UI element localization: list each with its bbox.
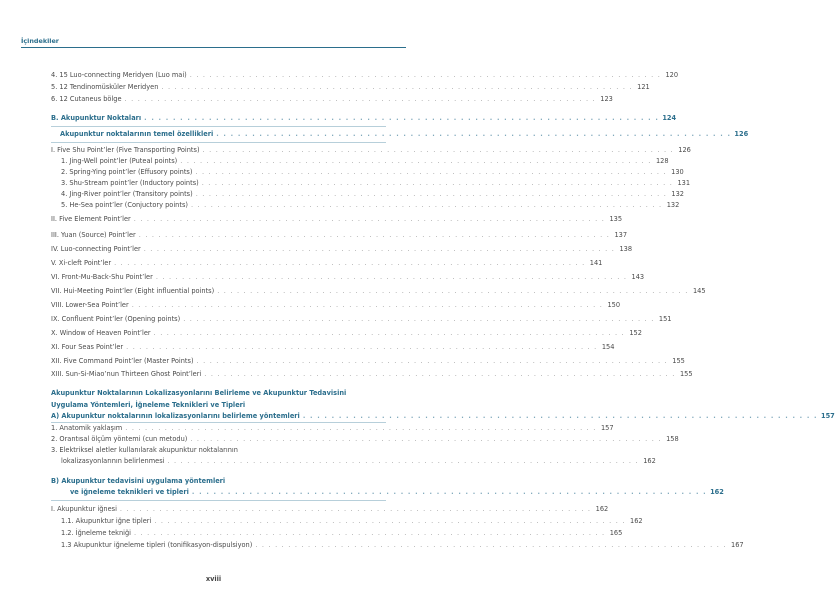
dot-leader: . . . . . . . . . . . . . . . . . . . . . . . . . . . . . . . . . . . . . . . . . . . . . . . . . . . . . . . . . . . . . . . . . . . . . . . . (204, 370, 676, 378)
toc-entry-text: 1.2. İğneleme tekniği (61, 529, 131, 537)
toc-entry-page: 130 (671, 168, 684, 176)
toc-entry[interactable] (51, 328, 642, 339)
toc-entry-text: V. Xi-cleft Point’ler (51, 259, 112, 267)
toc-entry-text: III. Yuan (Source) Point’ler (51, 231, 136, 239)
toc-entry[interactable] (51, 314, 672, 325)
toc-entry-page: 128 (655, 157, 669, 165)
toc-entry[interactable] (51, 434, 679, 445)
toc-entry-page: 162 (643, 457, 656, 465)
toc-entry-text: Uygulama Yöntemleri, İğneleme Teknikleri ve Tipleri (51, 401, 246, 409)
toc-entry-page: 123 (600, 95, 613, 103)
dot-leader: . . . . . . . . . . . . . . . . . . . . . . . . . . . . . . . . . . . . . . . . . . . . . . . . . . . . . . . . . . . . . . . . . . . . . . . . (217, 287, 689, 295)
dot-leader: . . . . . . . . . . . . . . . . . . . . . . . . . . . . . . . . . . . . . . . . . . . . . . . . . . . . . . . . . . . . . . . . . . . . . . . . (191, 488, 707, 496)
toc-entry[interactable] (51, 504, 609, 515)
toc-entry-text: 6. 12 Cutaneus bölge (51, 95, 122, 103)
section-divider (51, 126, 386, 127)
toc-entry-page: 131 (677, 179, 691, 187)
toc-entry[interactable] (51, 342, 615, 353)
toc-entry-text: 1.3 Akupunktur iğneleme tipleri (tonifikasyon-dispulsiyon) (61, 541, 253, 549)
toc-entry[interactable] (61, 528, 623, 539)
toc-entry[interactable] (51, 286, 706, 297)
toc-entry-text: lokalizasyonlarının belirlenmesi (61, 457, 165, 465)
dot-leader: . . . . . . . . . . . . . . . . . . . . . . . . . . . . . . . . . . . . . . . . . . . . . . . . . . . . . . . . . . . . . . . . . . . . . . . . (154, 517, 626, 525)
toc-section-heading[interactable] (51, 476, 386, 487)
dot-leader: . . . . . . . . . . . . . . . . . . . . . . . . . . . . . . . . . . . . . . . . . . . . . . . . . . . . . . . . . . . . . . . . . . . . . . . . (216, 130, 732, 138)
toc-entry-text: II. Five Element Point’ler (51, 215, 131, 223)
toc-entry-text: XII. Five Command Point’ler (Master Points) (51, 357, 194, 365)
toc-entry[interactable] (51, 445, 386, 456)
toc-entry-text: Akupunktur Noktalarının Lokalizasyonlarını Belirleme ve Akupunktur Tedavisini (51, 389, 347, 397)
toc-entry-page: 157 (600, 424, 614, 432)
toc-entry-text: Akupunktur noktalarının temel özellikleri (60, 130, 214, 138)
toc-entry-text: 3. Elektriksel aletler kullanılarak akupunktur noktalarının (51, 446, 238, 454)
toc-entry[interactable] (51, 145, 691, 156)
dot-leader: . . . . . . . . . . . . . . . . . . . . . . . . . . . . . . . . . . . . . . . . . . . . . . . . . . . . . . . . . . . . . . . . . . . . . . . . (195, 168, 667, 176)
toc-entry-text: I. Akupunktur iğnesi (51, 505, 117, 513)
dot-leader: . . . . . . . . . . . . . . . . . . . . . . . . . . . . . . . . . . . . . . . . . . . . . . . . . . . . . . . . . . . . . . . . . . . . . . . . (131, 301, 604, 309)
toc-entry-text: ve iğneleme teknikleri ve tipleri (70, 488, 189, 496)
toc-entry-text: A) Akupunktur noktalarının lokalizasyonlarını belirleme yöntemleri (51, 412, 300, 420)
toc-entry-text: B) Akupunktur tedavisini uygulama yöntemleri (51, 477, 226, 485)
dot-leader: . . . . . . . . . . . . . . . . . . . . . . . . . . . . . . . . . . . . . . . . . . . . . . . . . . . . . . . . . . . . . . . . . . . . . . . . (144, 114, 660, 122)
toc-entry-page: 124 (662, 114, 677, 122)
toc-entry[interactable] (51, 82, 650, 93)
toc-entry[interactable] (61, 178, 691, 189)
dot-leader: . . . . . . . . . . . . . . . . . . . . . . . . . . . . . . . . . . . . . . . . . . . . . . . . . . . . . . . . . . . . . . . . . . . . . . . . (161, 83, 633, 91)
toc-entry-text: 1. Anatomik yaklaşım (51, 424, 123, 432)
toc-entry-page: 158 (666, 435, 679, 443)
header-title: İçindekiler (21, 37, 59, 45)
toc-entry-page: 155 (679, 370, 693, 378)
dot-leader: . . . . . . . . . . . . . . . . . . . . . . . . . . . . . . . . . . . . . . . . . . . . . . . . . . . . . . . . . . . . . . . . . . . . . . . . (302, 412, 818, 420)
toc-entry-page: 152 (629, 329, 642, 337)
toc-entry-page: 121 (637, 83, 650, 91)
toc-entry[interactable] (51, 356, 685, 367)
dot-leader: . . . . . . . . . . . . . . . . . . . . . . . . . . . . . . . . . . . . . . . . . . . . . . . . . . . . . . . . . . . . . . . . . . . . . . . . (190, 201, 663, 209)
toc-entry[interactable] (61, 456, 656, 467)
toc-entry-page: 145 (692, 287, 706, 295)
section-divider (51, 500, 386, 501)
toc-entry-page: 154 (601, 343, 615, 351)
toc-entry-text: 2. Orantısal ölçüm yöntemi (cun metodu) (51, 435, 188, 443)
toc-entry-text: X. Window of Heaven Point’ler (51, 329, 151, 337)
toc-entry-text: I. Five Shu Point’ler (Five Transporting Points) (51, 146, 200, 154)
toc-entry-page: 165 (609, 529, 623, 537)
toc-entry-text: VII. Hui-Meeting Point’ler (Eight influential points) (51, 287, 215, 295)
toc-entry-page: 138 (619, 245, 633, 253)
toc-entry-page: 141 (589, 259, 603, 267)
toc-entry-page: 151 (658, 315, 672, 323)
page-number: xviii (205, 575, 222, 583)
dot-leader: . . . . . . . . . . . . . . . . . . . . . . . . . . . . . . . . . . . . . . . . . . . . . . . . . . . . . . . . . . . . . . . . . . . . . . . . (189, 71, 662, 79)
toc-entry-text: 1. Jing-Well point’ler (Puteal points) (61, 157, 178, 165)
dot-leader: . . . . . . . . . . . . . . . . . . . . . . . . . . . . . . . . . . . . . . . . . . . . . . . . . . . . . . . . . . . . . . . . . . . . . . . . (125, 424, 597, 432)
toc-chapter-heading[interactable] (51, 388, 386, 399)
toc-section-heading[interactable] (60, 129, 749, 140)
toc-entry-text: 1.1. Akupunktur iğne tipleri (61, 517, 152, 525)
toc-entry-text: 2. Spring-Ying point’ler (Effusory points) (61, 168, 193, 176)
toc-section-heading[interactable] (51, 411, 835, 422)
dot-leader: . . . . . . . . . . . . . . . . . . . . . . . . . . . . . . . . . . . . . . . . . . . . . . . . . . . . . . . . . . . . . . . . . . . . . . . . (255, 541, 727, 549)
toc-entry-page: 126 (678, 146, 691, 154)
toc-entry-page: 162 (595, 505, 609, 513)
dot-leader: . . . . . . . . . . . . . . . . . . . . . . . . . . . . . . . . . . . . . . . . . . . . . . . . . . . . . . . . . . . . . . . . . . . . . . . . (180, 157, 652, 165)
dot-leader: . . . . . . . . . . . . . . . . . . . . . . . . . . . . . . . . . . . . . . . . . . . . . . . . . . . . . . . . . . . . . . . . . . . . . . . . (195, 190, 668, 198)
dot-leader: . . . . . . . . . . . . . . . . . . . . . . . . . . . . . . . . . . . . . . . . . . . . . . . . . . . . . . . . . . . . . . . . . . . . . . . . (167, 457, 639, 465)
toc-entry[interactable] (51, 230, 628, 241)
section-divider (51, 142, 386, 143)
toc-entry-page: 157 (820, 412, 835, 420)
toc-section-heading[interactable] (70, 487, 724, 498)
toc-entry-page: 132 (671, 190, 685, 198)
dot-leader: . . . . . . . . . . . . . . . . . . . . . . . . . . . . . . . . . . . . . . . . . . . . . . . . . . . . . . . . . . . . . . . . . . . . . . . . (155, 273, 628, 281)
toc-entry[interactable] (51, 70, 679, 81)
dot-leader: . . . . . . . . . . . . . . . . . . . . . . . . . . . . . . . . . . . . . . . . . . . . . . . . . . . . . . . . . . . . . . . . . . . . . . . . (124, 95, 596, 103)
toc-entry-text: 4. Jing-River point’ler (Transitory points) (61, 190, 193, 198)
toc-entry-page: 135 (609, 215, 623, 223)
toc-entry[interactable] (51, 258, 603, 269)
toc-entry-text: IV. Luo-connecting Point’ler (51, 245, 141, 253)
dot-leader: . . . . . . . . . . . . . . . . . . . . . . . . . . . . . . . . . . . . . . . . . . . . . . . . . . . . . . . . . . . . . . . . . . . . . . . . (126, 343, 598, 351)
toc-entry-page: 162 (630, 517, 643, 525)
toc-entry-text: VI. Front-Mu-Back-Shu Point’ler (51, 273, 153, 281)
toc-entry-page: 137 (614, 231, 628, 239)
dot-leader: . . . . . . . . . . . . . . . . . . . . . . . . . . . . . . . . . . . . . . . . . . . . . . . . . . . . . . . . . . . . . . . . . . . . . . . . (134, 529, 606, 537)
dot-leader: . . . . . . . . . . . . . . . . . . . . . . . . . . . . . . . . . . . . . . . . . . . . . . . . . . . . . . . . . . . . . . . . . . . . . . . . (153, 329, 625, 337)
dot-leader: . . . . . . . . . . . . . . . . . . . . . . . . . . . . . . . . . . . . . . . . . . . . . . . . . . . . . . . . . . . . . . . . . . . . . . . . (190, 435, 662, 443)
toc-entry-text: 5. He-Sea point’ler (Conjuctory points) (61, 201, 188, 209)
dot-leader: . . . . . . . . . . . . . . . . . . . . . . . . . . . . . . . . . . . . . . . . . . . . . . . . . . . . . . . . . . . . . . . . . . . . . . . . (196, 357, 668, 365)
toc-section-heading[interactable] (51, 113, 677, 124)
toc-entry-text: B. Akupunktur Noktaları (51, 114, 142, 122)
toc-entry[interactable] (61, 516, 643, 527)
dot-leader: . . . . . . . . . . . . . . . . . . . . . . . . . . . . . . . . . . . . . . . . . . . . . . . . . . . . . . . . . . . . . . . . . . . . . . . . (133, 215, 606, 223)
toc-entry[interactable] (61, 189, 685, 200)
toc-entry[interactable] (61, 156, 669, 167)
toc-entry-text: IX. Confluent Point’ler (Opening points) (51, 315, 181, 323)
dot-leader: . . . . . . . . . . . . . . . . . . . . . . . . . . . . . . . . . . . . . . . . . . . . . . . . . . . . . . . . . . . . . . . . . . . . . . . . (201, 179, 674, 187)
toc-entry-page: 143 (631, 273, 645, 281)
toc-entry-page: 167 (731, 541, 744, 549)
toc-entry-text: XI. Four Seas Point’ler (51, 343, 124, 351)
dot-leader: . . . . . . . . . . . . . . . . . . . . . . . . . . . . . . . . . . . . . . . . . . . . . . . . . . . . . . . . . . . . . . . . . . . . . . . . (183, 315, 655, 323)
toc-entry-text: XIII. Sun-Si-Miao’nun Thirteen Ghost Point’leri (51, 370, 202, 378)
dot-leader: . . . . . . . . . . . . . . . . . . . . . . . . . . . . . . . . . . . . . . . . . . . . . . . . . . . . . . . . . . . . . . . . . . . . . . . . (138, 231, 611, 239)
toc-entry[interactable] (61, 167, 684, 178)
toc-entry-page: 126 (734, 130, 749, 138)
toc-entry[interactable] (51, 214, 623, 225)
toc-entry[interactable] (51, 300, 621, 311)
toc-entry-text: 3. Shu-Stream point’ler (Inductory points) (61, 179, 199, 187)
toc-entry[interactable] (51, 244, 633, 255)
toc-entry[interactable] (61, 200, 680, 211)
toc-entry[interactable] (51, 423, 614, 434)
dot-leader: . . . . . . . . . . . . . . . . . . . . . . . . . . . . . . . . . . . . . . . . . . . . . . . . . . . . . . . . . . . . . . . . . . . . . . . . (143, 245, 616, 253)
dot-leader: . . . . . . . . . . . . . . . . . . . . . . . . . . . . . . . . . . . . . . . . . . . . . . . . . . . . . . . . . . . . . . . . . . . . . . . . (114, 259, 586, 267)
toc-entry-page: 162 (710, 488, 724, 496)
toc-entry-text: 5. 12 Tendinomüsküler Meridyen (51, 83, 159, 91)
dot-leader: . . . . . . . . . . . . . . . . . . . . . . . . . . . . . . . . . . . . . . . . . . . . . . . . . . . . . . . . . . . . . . . . . . . . . . . . (119, 505, 592, 513)
toc-entry-page: 155 (672, 357, 685, 365)
toc-entry-text: VIII. Lower-Sea Point’ler (51, 301, 129, 309)
toc-entry-text: 4. 15 Luo-connecting Meridyen (Luo mai) (51, 71, 187, 79)
dot-leader: . . . . . . . . . . . . . . . . . . . . . . . . . . . . . . . . . . . . . . . . . . . . . . . . . . . . . . . . . . . . . . . . . . . . . . . . (202, 146, 674, 154)
toc-chapter-heading[interactable] (51, 400, 386, 411)
toc-entry[interactable] (61, 540, 744, 551)
toc-entry-page: 120 (665, 71, 679, 79)
toc-entry[interactable] (51, 94, 613, 105)
toc-entry[interactable] (51, 272, 645, 283)
toc-entry-page: 132 (666, 201, 680, 209)
toc-entry[interactable] (51, 369, 693, 380)
toc-entry-page: 150 (607, 301, 621, 309)
